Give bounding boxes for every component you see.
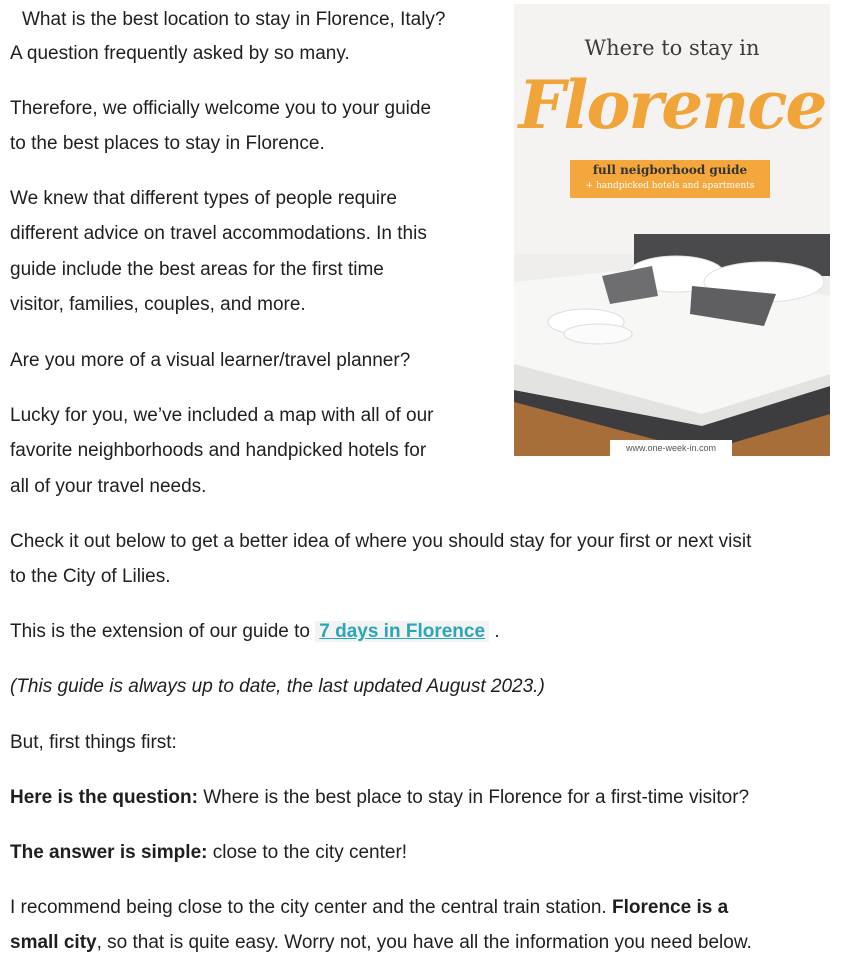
check-line-2 — [10, 559, 171, 594]
first-things-line — [10, 725, 177, 760]
check-text-1: Check it out below to get a better idea of where you should stay for your first or next visit — [10, 531, 752, 552]
map-text-2: favorite neighborhoods and handpicked hotels for — [10, 440, 427, 461]
check-text-2: to the City of Lilies. — [10, 566, 171, 587]
question-text: Where is the best place to stay in Florence for a first-time visitor? — [203, 787, 750, 808]
question-label: Here is the question: — [10, 787, 198, 808]
cover-script-title: Florence — [518, 66, 826, 144]
towel-2 — [564, 324, 632, 344]
recommend-line-1 — [10, 890, 728, 925]
intro-text-2: A question frequently asked by so many. — [10, 43, 350, 64]
answer-line — [10, 835, 407, 870]
advice-text-1: We knew that different types of people require — [10, 188, 397, 209]
intro-text-1: What is the best location to stay in Florence, Italy? — [22, 9, 446, 30]
advice-line-1 — [10, 181, 397, 216]
advice-line-4 — [10, 287, 306, 322]
cover-url: www.one-week-in.com — [610, 440, 732, 456]
advice-line-3 — [10, 252, 384, 287]
visual-learner-line — [10, 343, 410, 378]
welcome-text-1: Therefore, we officially welcome you to your guide — [10, 98, 432, 119]
recommend-text-2: , so that is quite easy. Worry not, you have all the information you need below. — [96, 932, 752, 953]
cover-image — [514, 4, 830, 456]
welcome-text-2: to the best places to stay in Florence. — [10, 133, 325, 154]
answer-text: close to the city center! — [212, 842, 408, 863]
recommend-text-1: I recommend being close to the city center and the central train station. — [10, 897, 607, 918]
recommend-bold-2: small city — [10, 932, 97, 953]
cover-band-line-2: + handpicked hotels and apartments — [585, 181, 755, 191]
answer-label: The answer is simple: — [10, 842, 208, 863]
map-line-1 — [10, 398, 434, 433]
cover-band-line-1: full neigborhood guide — [592, 163, 748, 177]
map-text-3: all of your travel needs. — [10, 476, 207, 497]
recommend-line-2 — [10, 925, 752, 960]
cover-title: Where to stay in — [584, 36, 760, 60]
update-note-text: (This guide is always up to date, the last updated August 2023.) — [10, 676, 545, 697]
welcome-line-2 — [10, 126, 325, 161]
advice-text-4: visitor, families, couples, and more. — [10, 294, 306, 315]
bed-illustration — [514, 4, 830, 456]
extension-line — [10, 614, 500, 649]
extension-period: . — [494, 621, 500, 642]
intro-line-2 — [10, 36, 350, 71]
first-things-text: But, first things first: — [10, 732, 177, 753]
map-line-3 — [10, 469, 206, 504]
welcome-line-1 — [10, 91, 431, 126]
question-line — [10, 780, 749, 815]
visual-learner-text: Are you more of a visual learner/travel planner? — [10, 350, 411, 371]
intro-line-1 — [10, 2, 445, 37]
advice-text-3: guide include the best areas for the first time — [10, 259, 384, 280]
map-text-1: Lucky for you, we’ve included a map with all of our — [10, 405, 434, 426]
update-note — [10, 669, 545, 704]
map-line-2 — [10, 433, 426, 468]
advice-line-2 — [10, 216, 427, 251]
extension-text: This is the extension of our guide to — [10, 621, 310, 642]
recommend-bold-1: Florence is a — [612, 897, 729, 918]
advice-text-2: different advice on travel accommodations. In this — [10, 223, 427, 244]
check-line-1 — [10, 524, 751, 559]
seven-days-link[interactable]: 7 days in Florence — [315, 621, 489, 642]
